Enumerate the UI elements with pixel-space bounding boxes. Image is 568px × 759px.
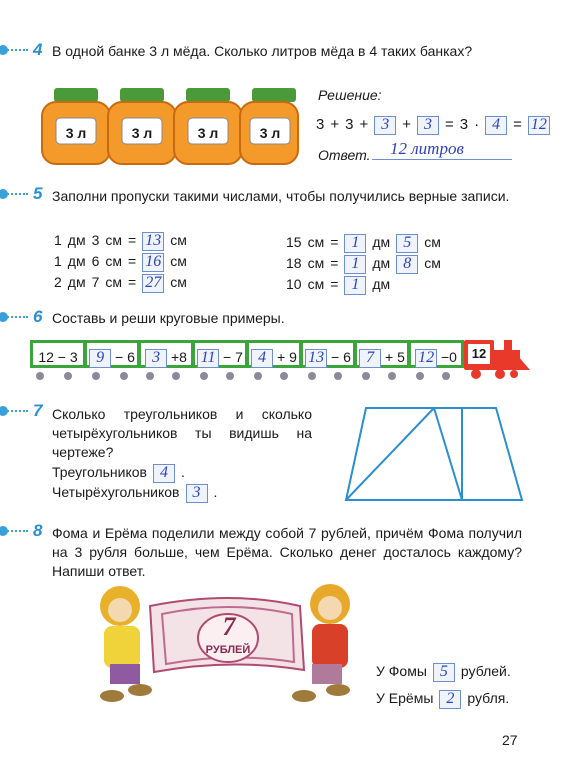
eq-equals-1: = — [444, 116, 454, 134]
unit: см — [170, 253, 187, 270]
car-operation: − 6 — [115, 349, 135, 365]
train-car-8 — [408, 340, 464, 368]
separator-7 — [0, 410, 28, 412]
value: 18 — [286, 255, 302, 272]
unit: дм — [67, 253, 86, 270]
page-number: 27 — [502, 732, 518, 748]
triangles-answer: Треугольников 4 . — [52, 464, 185, 481]
car-expression: 12 − 3 — [38, 349, 78, 365]
eq-plus-2: + — [359, 116, 369, 134]
car-operation: −0 — [440, 349, 457, 365]
eq-term-a: 3 — [316, 116, 325, 134]
erema-unit: рубля. — [467, 690, 510, 707]
answer-box[interactable]: 8 — [396, 255, 418, 274]
triangles-label: Треугольников — [52, 464, 147, 481]
unit: см — [307, 234, 325, 251]
erema-label: У Ерёмы — [376, 690, 434, 707]
wheel — [36, 372, 44, 380]
eq-answer-box-c[interactable]: 3 — [374, 116, 396, 135]
unit: дм — [372, 255, 391, 272]
honey-jars — [30, 86, 300, 166]
answer-box[interactable]: 16 — [142, 253, 164, 272]
wheel — [172, 372, 180, 380]
wheel — [334, 372, 342, 380]
answer-text[interactable]: 12 литров — [372, 139, 512, 160]
train-car-7 — [354, 340, 410, 368]
unit: см — [424, 255, 441, 272]
train-engine — [462, 336, 532, 380]
unit: дм — [67, 274, 86, 291]
foma-label: У Фомы — [376, 663, 427, 680]
wheel — [64, 372, 72, 380]
task-5-text: Заполни пропуски такими числами, чтобы получились верные записи. — [52, 188, 510, 204]
eq-term-e: 3 — [459, 116, 469, 134]
foma-unit: рублей. — [460, 663, 511, 680]
separator-4 — [0, 49, 28, 51]
equals-sign: = — [128, 253, 137, 270]
conv-row-right-1 — [286, 234, 447, 253]
wheel — [200, 372, 208, 380]
train-car-6 — [300, 340, 356, 368]
eq-equals-2: = — [513, 116, 522, 134]
unit: см — [105, 274, 123, 291]
eq-answer-box-f[interactable]: 4 — [485, 116, 507, 135]
value: 7 — [91, 274, 100, 291]
conv-row-left-2 — [54, 253, 193, 272]
value: 15 — [286, 234, 302, 251]
wheel — [226, 372, 234, 380]
unit: см — [307, 255, 325, 272]
answer-box[interactable]: 1 — [344, 234, 366, 253]
folk-illustration — [90, 578, 360, 708]
conv-row-right-2 — [286, 255, 447, 274]
unit: см — [105, 253, 123, 270]
value: 3 — [91, 232, 100, 249]
wheel — [254, 372, 262, 380]
erema-answer-box[interactable]: 2 — [439, 690, 461, 709]
geometry-figure — [342, 406, 526, 502]
wheel — [92, 372, 100, 380]
conv-row-right-3 — [286, 276, 396, 295]
task-4-text: В одной банке 3 л мёда. Сколько литров мёда в 4 таких банках? — [52, 43, 473, 59]
wheel — [308, 372, 316, 380]
unit: см — [170, 274, 187, 291]
jar-label-3: 3 л — [197, 125, 219, 141]
separator-5 — [0, 193, 28, 195]
triangles-answer-box[interactable]: 4 — [153, 464, 175, 483]
train-car-4 — [192, 340, 248, 368]
unit: дм — [67, 232, 86, 249]
wheel — [416, 372, 424, 380]
equals-sign: = — [330, 276, 339, 293]
equals-sign: = — [128, 232, 137, 249]
train-car-1 — [30, 340, 86, 368]
solution-label: Решение: — [318, 87, 382, 103]
jar-label-4: 3 л — [259, 125, 281, 141]
train-car-5 — [246, 340, 302, 368]
jar-label-2: 3 л — [131, 125, 153, 141]
train-car-3 — [138, 340, 194, 368]
unit: см — [424, 234, 441, 251]
conv-row-left-1 — [54, 232, 193, 251]
car-operation: +8 — [170, 349, 187, 365]
wheel — [362, 372, 370, 380]
equals-sign: = — [128, 274, 137, 291]
separator-6 — [0, 316, 28, 318]
equals-sign: = — [330, 255, 339, 272]
unit: см — [105, 232, 123, 249]
quads-label: Четырёхугольников — [52, 484, 180, 501]
unit: дм — [372, 234, 391, 251]
train-answer-box[interactable]: 3 — [145, 349, 167, 368]
answer-box[interactable]: 1 — [344, 276, 366, 295]
eq-term-b: 3 — [345, 116, 354, 134]
value: 6 — [91, 253, 100, 270]
eq-dot: · — [474, 116, 480, 134]
task-number-7: 7 — [33, 401, 43, 420]
car-operation: − 6 — [331, 349, 351, 365]
quads-answer-box[interactable]: 3 — [186, 484, 208, 503]
task-number-5: 5 — [33, 184, 43, 203]
car-operation: + 9 — [277, 349, 297, 365]
task-number-4: 4 — [33, 40, 43, 59]
value: 10 — [286, 276, 302, 293]
unit: см — [170, 232, 187, 249]
train-car-2 — [84, 340, 140, 368]
task-8-text: Фома и Ерёма поделили между собой 7 рублей, причём Фома получил на 3 рубля больше, чем Ерёма. Сколько денег досталось каждому? Напиши ответ. — [52, 525, 522, 579]
foma-answer-box[interactable]: 5 — [433, 663, 455, 682]
banner-word: РУБЛЕЙ — [205, 644, 251, 656]
value: 1 — [54, 253, 62, 270]
foma-answer — [376, 663, 517, 682]
train-answer-box[interactable]: 4 — [251, 349, 273, 368]
equals-sign: = — [330, 234, 339, 251]
eq-plus-3: + — [402, 116, 411, 134]
wheel — [146, 372, 154, 380]
answer-box[interactable]: 5 — [396, 234, 418, 253]
task-number-6: 6 — [33, 307, 43, 326]
banner-number: 7 — [222, 612, 236, 641]
two-men-with-banner — [90, 578, 360, 708]
task-7-text: Сколько треугольников и сколько четырёхугольников ты видишь на чертеже? — [52, 406, 312, 460]
quads-answer: Четырёхугольников 3 . — [52, 484, 218, 501]
eq-result-box[interactable]: 12 — [528, 116, 550, 135]
car-operation: − 7 — [223, 349, 243, 365]
train-answer-box[interactable]: 7 — [359, 349, 381, 368]
wheel — [442, 372, 450, 380]
jar-label-1: 3 л — [65, 125, 87, 141]
eq-plus-1: + — [330, 116, 340, 134]
train-answer-box[interactable]: 13 — [305, 349, 327, 368]
task-number-8: 8 — [33, 521, 43, 540]
value: 1 — [54, 232, 62, 249]
engine-number: 12 — [468, 344, 490, 364]
train-answer-box[interactable]: 12 — [415, 349, 437, 368]
unit: см — [307, 276, 325, 293]
wheel — [388, 372, 396, 380]
train-answer-box[interactable]: 9 — [89, 349, 111, 368]
answer-box[interactable]: 13 — [142, 232, 164, 251]
answer-box[interactable]: 1 — [344, 255, 366, 274]
answer-label: Ответ. — [318, 147, 371, 163]
eq-answer-box-d[interactable]: 3 — [417, 116, 439, 135]
answer-box[interactable]: 27 — [142, 274, 164, 293]
separator-8 — [0, 530, 28, 532]
value: 2 — [54, 274, 62, 291]
car-operation: + 5 — [385, 349, 405, 365]
solution-equation — [316, 116, 556, 135]
wheel — [120, 372, 128, 380]
task-6-text: Составь и реши круговые примеры. — [52, 310, 285, 326]
train-answer-box[interactable]: 11 — [197, 349, 219, 368]
conv-row-left-3 — [54, 274, 193, 293]
unit: дм — [372, 276, 391, 293]
erema-answer — [376, 690, 515, 709]
wheel — [280, 372, 288, 380]
